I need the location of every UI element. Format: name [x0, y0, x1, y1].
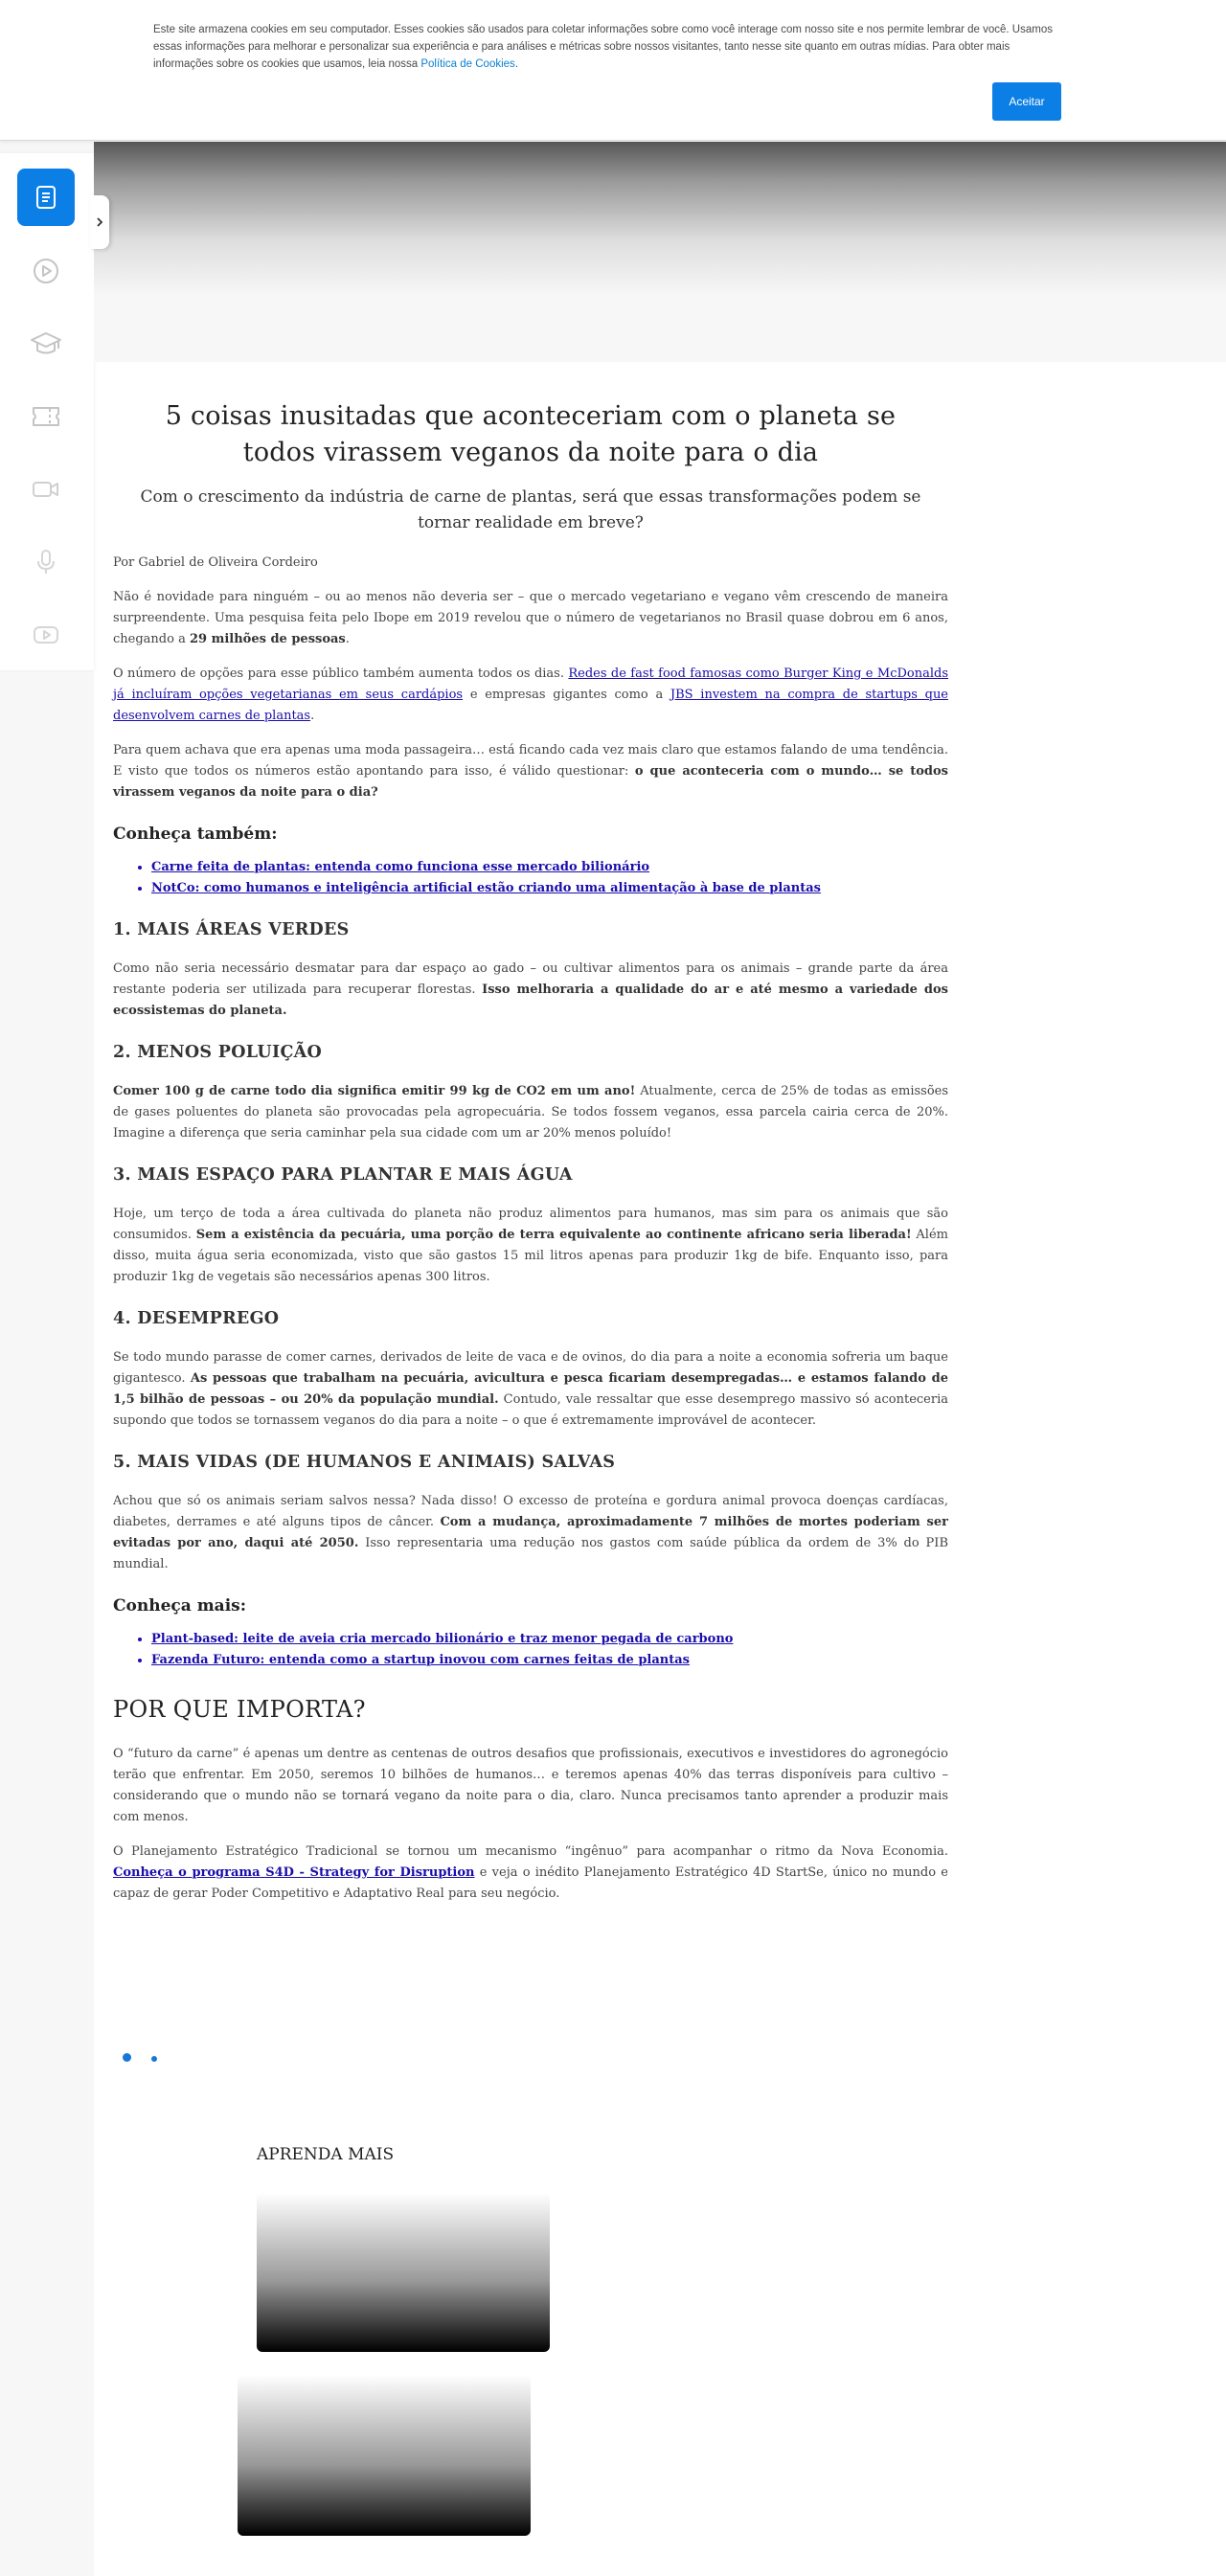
sidebar-item-youtube[interactable]: [17, 606, 75, 664]
see-more-heading: Conheça mais:: [113, 1596, 246, 1616]
paragraph-text: Como não seria necessário desmatar para dar espaço ao gado – ou cultivar alimentos para os animais – grande parte da área restante poderia ser utilizada para recuperar florestas.: [113, 961, 948, 997]
see-more-link[interactable]: Plant-based: leite de aveia cria mercado bilionário e traz menor pegada de carbono: [151, 1632, 734, 1646]
section-heading: 3. MAIS ESPAÇO PARA PLANTAR E MAIS ÁGUA: [113, 1165, 573, 1185]
see-also-link[interactable]: NotCo: como humanos e inteligência artificial estão criando uma alimentação à base de plantas: [151, 881, 821, 895]
article-title: 5 coisas inusitadas que aconteceriam com o planeta se todos virassem veganos da noite para o dia: [165, 401, 897, 467]
cookie-policy-link[interactable]: Política de Cookies: [420, 58, 515, 70]
article: [113, 393, 948, 1918]
paragraph-highlight: Com a mudança, aproximadamente 7 milhões de mortes poderiam ser evitadas por ano, daqui até 2050.: [113, 1515, 948, 1550]
article-subtitle: Com o crescimento da indústria de carne de plantas, será que essas transformações podem se tornar realidade em breve?: [140, 487, 921, 532]
section-heading: 5. MAIS VIDAS (DE HUMANOS E ANIMAIS) SALVAS: [113, 1453, 616, 1472]
paragraph-text: e veja o inédito Planejamento Estratégico 4D StartSe, único no mundo e capaz de gerar Poder Competitivo e Adaptativo Real para seu negócio.: [113, 1865, 949, 1901]
paragraph: [113, 1204, 948, 1288]
cookie-message-end: .: [514, 58, 519, 70]
paragraph-text: O número de opções para esse público também aumenta todos os dias.: [113, 667, 564, 681]
sidebar-item-events[interactable]: [17, 388, 75, 445]
paragraph: [113, 587, 948, 650]
microphone-icon: [34, 548, 58, 576]
sidebar-item-podcast[interactable]: [17, 533, 75, 591]
section-heading: 1. MAIS ÁREAS VERDES: [113, 920, 350, 939]
s4d-program-link[interactable]: Conheça o programa S4D - Strategy for Disruption: [113, 1865, 475, 1880]
article-author: Por Gabriel de Oliveira Cordeiro: [113, 555, 318, 570]
paragraph: [113, 740, 948, 803]
list-item: [151, 1650, 948, 1671]
paragraph-highlight: o que aconteceria com o mundo… se todos virassem veganos da noite para o dia?: [113, 764, 949, 800]
paragraph-highlight: As pessoas que trabalham na pecuária, avicultura e pesca ficariam desempregadas… e estamos falando de 1,5 bilhão de pessoas – ou 20% da população mundial.: [113, 1371, 949, 1407]
video-camera-icon: [32, 478, 60, 501]
paragraph-text: Não é novidade para ninguém – ou ao menos não deveria ser – que o mercado vegetariano e vegano vêm crescendo de maneira surpreendente. Uma pesquisa feita pelo Ibope em 2019 revelou que o número de vegetarianos no Brasil quase dobrou em 6 anos, chegando a: [113, 590, 948, 646]
sidebar-item-articles[interactable]: [17, 169, 75, 226]
paragraph-highlight: 29 milhões de pessoas: [189, 632, 346, 646]
sidebar-item-live[interactable]: [17, 461, 75, 518]
see-more-list: [113, 1629, 948, 1671]
fast-food-article-link[interactable]: Redes de fast food famosas como Burger King e McDonalds já incluíram opções vegetarianas em seus cardápios: [113, 667, 948, 702]
paragraph-text: Achou que só os animais seriam salvos nessa? Nada disso! O excesso de proteína e gordura animal provoca doenças cardíacas, diabetes, derrames e até alguns tipos de câncer.: [113, 1494, 948, 1529]
paragraph-highlight: Sem a existência da pecuária, uma porção de terra equivalente ao continente africano seria liberada!: [195, 1228, 912, 1242]
paragraph-highlight: Comer 100 g de carne todo dia significa emitir 99 kg de CO2 em um ano!: [113, 1084, 636, 1098]
document-icon: [34, 185, 57, 210]
paragraph: [113, 1081, 948, 1144]
paragraph: [113, 959, 948, 1022]
paragraph-text: Além disso, muita água seria economizada, visto que são gastos 15 mil litros apenas para produzir 1kg de bife. Enquanto isso, para produzir 1kg de vegetais são necessários apenas 300 litros.: [113, 1228, 948, 1284]
paragraph: [113, 1842, 948, 1905]
sidebar-expand-button[interactable]: [90, 195, 109, 249]
learn-more-card[interactable]: [257, 2193, 550, 2352]
ticket-icon: [31, 404, 61, 429]
list-item: [151, 857, 948, 878]
carousel-dot-active[interactable]: [123, 2053, 131, 2062]
paragraph-text: .: [310, 709, 315, 723]
carousel-dot[interactable]: [151, 2056, 157, 2062]
youtube-icon: [32, 623, 60, 646]
sidebar: [0, 153, 94, 670]
section-heading: 4. DESEMPREGO: [113, 1309, 280, 1328]
see-also-link[interactable]: Carne feita de plantas: entenda como funciona esse mercado bilionário: [151, 860, 650, 874]
paragraph-text: Isso representaria uma redução nos gastos com saúde pública da ordem de 3% do PIB mundial.: [113, 1536, 948, 1571]
list-item: [151, 1629, 948, 1650]
paragraph: [113, 664, 948, 727]
jbs-article-link[interactable]: JBS investem na compra de startups que desenvolvem carnes de plantas: [113, 688, 949, 723]
see-more-link[interactable]: Fazenda Futuro: entenda como a startup inovou com carnes feitas de plantas: [151, 1653, 690, 1667]
section-heading: 2. MENOS POLUIÇÃO: [113, 1043, 323, 1062]
play-circle-icon: [32, 257, 60, 285]
list-item: [151, 878, 948, 899]
accept-cookies-button[interactable]: Aceitar: [992, 82, 1061, 121]
paragraph-highlight: Isso melhoraria a qualidade do ar e até mesmo a variedade dos ecossistemas do planeta.: [113, 983, 948, 1018]
cookie-message: Este site armazena cookies em seu computador. Esses cookies são usados para coletar informações sobre como você interage com nosso site e nos permite lembrar de você. Usamos essas informações para melhorar e personalizar sua experiência e para análises e métricas sobre nossos visitantes, tanto nesse site quanto em outras mídias. Para obter mais informações sobre os cookies que usamos, leia nossa: [153, 24, 1053, 70]
paragraph-text: e empresas gigantes como a: [469, 688, 664, 702]
cookie-text: [153, 21, 1054, 73]
learn-more-heading: APRENDA MAIS: [257, 2145, 395, 2164]
graduation-cap-icon: [29, 329, 63, 358]
paragraph: [113, 1347, 948, 1432]
paragraph-text: Contudo, vale ressaltar que esse desemprego massivo só aconteceria supondo que todos se tornassem veganos do dia para a noite – o que é extremamente improvável de acontecer.: [113, 1392, 948, 1428]
sidebar-item-courses[interactable]: [17, 315, 75, 373]
paragraph-text: Atualmente, cerca de 25% de todas as emissões de gases poluentes do planeta são provocadas pela agropecuária. Se todos fossem veganos, essa parcela cairia cerca de 20%. Imagine a diferença que seria caminhar pela sua cidade com um ar 20% menos poluído!: [113, 1084, 949, 1141]
cookie-banner: [0, 0, 1226, 141]
paragraph-text: Hoje, um terço de toda a área cultivada do planeta não produz alimentos para humanos, mas sim para os animais que são consumidos.: [113, 1207, 948, 1242]
learn-more-card[interactable]: [238, 2375, 531, 2536]
see-also-list: [113, 857, 948, 899]
paragraph-text: O Planejamento Estratégico Tradicional se tornou um mecanismo “ingênuo” para acompanhar o ritmo da Nova Economia.: [113, 1844, 948, 1859]
chevron-right-icon: [95, 216, 104, 228]
paragraph-text: Para quem achava que era apenas uma moda passageira… está ficando cada vez mais claro que estamos falando de uma tendência. E visto que todos os números estão apontando para isso, é válido questionar:: [113, 743, 948, 779]
paragraph-text: Se todo mundo parasse de comer carnes, derivados de leite de vaca e de ovinos, do dia para a noite a economia sofreria um baque gigantesco.: [113, 1350, 948, 1386]
paragraph-text: .: [345, 632, 350, 646]
why-it-matters-heading: POR QUE IMPORTA?: [113, 1696, 366, 1723]
hero-image: [94, 142, 1226, 362]
see-also-heading: Conheça também:: [113, 825, 278, 844]
sidebar-item-videos[interactable]: [17, 242, 75, 300]
paragraph: [113, 1491, 948, 1575]
paragraph: O “futuro da carne” é apenas um dentre as centenas de outros desafios que profissionais, executivos e investidores do agronegócio terão que enfrentar. Em 2050, seremos 10 bilhões de humanos… e teremos apenas 40% das terras disponíveis para cultivo – considerando que o mundo não se tornará vegano da noite para o dia, claro. Nunca precisamos tanto aprender a produzir mais com menos.: [113, 1747, 948, 1824]
